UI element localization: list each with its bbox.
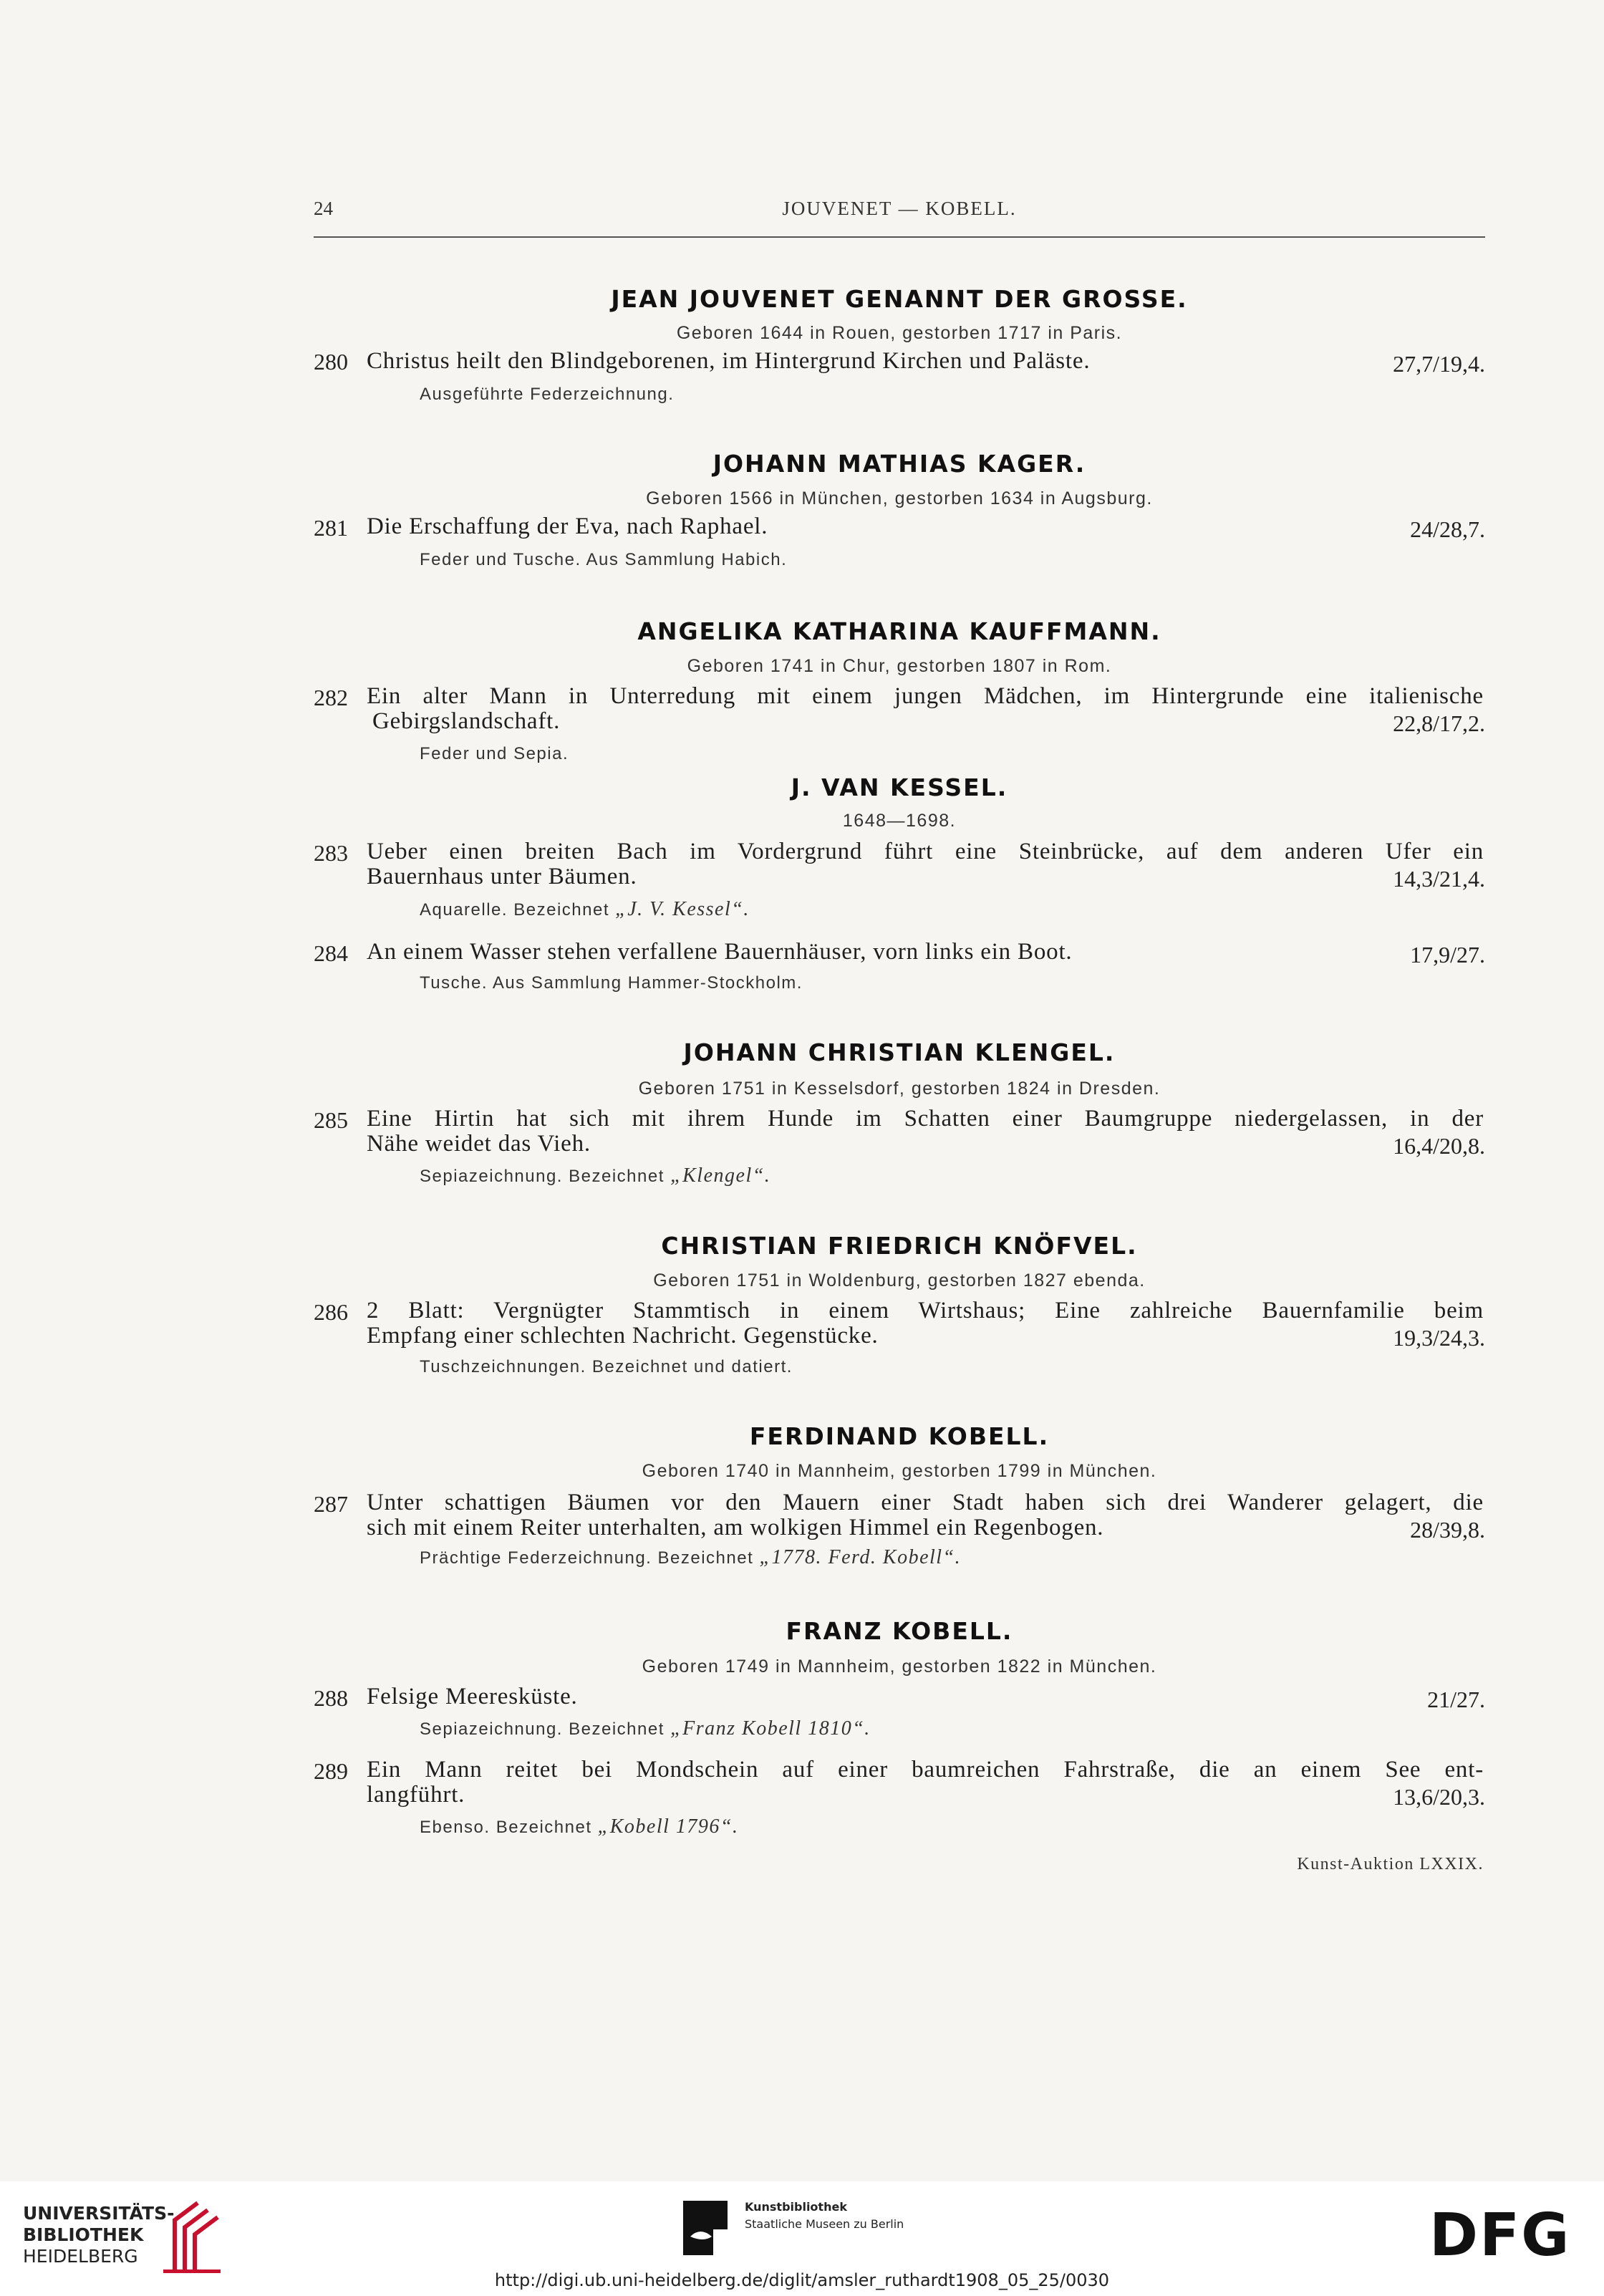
lot-number: 289	[314, 1758, 348, 1784]
note-text: Sepiazeichnung. Bezeichnet	[420, 1719, 665, 1739]
lot-note	[420, 898, 750, 921]
artist-heading: FRANZ KOBELL.	[786, 1617, 1013, 1645]
note-text: Prächtige Federzeichnung. Bezeichnet	[420, 1548, 754, 1568]
lot-number: 284	[314, 940, 348, 966]
artist-heading: JEAN JOUVENET GENANNT DER GROSSE.	[611, 285, 1188, 313]
signature-text: „J. V. Kessel“.	[615, 898, 750, 920]
lot-dimensions: 14,3/21,4.	[1393, 866, 1485, 892]
heidelberg-library-logo-icon	[160, 2193, 223, 2273]
lot-dimensions: 21/27.	[1427, 1687, 1485, 1712]
heidelberg-library-logo-text	[23, 2203, 174, 2267]
lot-number: 286	[314, 1299, 348, 1325]
artist-bio: 1648—1698.	[842, 811, 957, 831]
lot-note	[420, 1164, 770, 1187]
lot-note: Tuschzeichnungen. Bezeichnet und datiert.	[420, 1357, 793, 1376]
lot-dimensions: 19,3/24,3.	[1393, 1325, 1485, 1351]
artist-heading: ANGELIKA KATHARINA KAUFFMANN.	[637, 617, 1161, 645]
running-title: JOUVENET — KOBELL.	[782, 198, 1017, 219]
kunstbibliothek-logo-icon	[683, 2201, 728, 2255]
note-text: Ebenso. Bezeichnet	[420, 1818, 592, 1837]
lot-note	[420, 1546, 961, 1569]
lot-note	[420, 1815, 738, 1838]
lot-description: Felsige Meeresküste.	[367, 1684, 578, 1709]
signature-mark: Kunst-Auktion LXXIX.	[1297, 1855, 1484, 1873]
artist-bio: Geboren 1644 in Rouen, gestorben 1717 in Paris.	[676, 323, 1123, 343]
running-head	[314, 198, 1485, 229]
artist-bio: Geboren 1749 in Mannheim, gestorben 1822 in München.	[642, 1656, 1157, 1677]
kb-line-1: Kunstbibliothek	[745, 2200, 847, 2214]
lot-description-cont: Nähe weidet das Vieh.	[367, 1131, 591, 1157]
lot-description: Ein Mann reitet bei Mondschein auf einer baumreichen Fahrstraße, die an einem See ent-	[367, 1757, 1484, 1783]
source-url[interactable]: http://digi.ub.uni-heidelberg.de/diglit/amsler_ruthardt1908_05_25/0030	[494, 2270, 1110, 2290]
signature-text: „1778. Ferd. Kobell“.	[759, 1546, 962, 1568]
note-text: Sepiazeichnung. Bezeichnet	[420, 1167, 665, 1186]
kb-line-2: Staatliche Museen zu Berlin	[745, 2217, 904, 2231]
lot-note: Tusche. Aus Sammlung Hammer-Stockholm.	[420, 973, 803, 993]
lot-dimensions: 22,8/17,2.	[1393, 710, 1485, 736]
lot-description: Ein alter Mann in Unterredung mit einem jungen Mädchen, im Hintergrunde eine italienische	[367, 683, 1484, 709]
signature-text: „Klengel“.	[670, 1164, 771, 1187]
lot-description: Ueber einen breiten Bach im Vordergrund führt eine Steinbrücke, auf dem anderen Ufer ein	[367, 839, 1484, 864]
library-line-2: BIBLIOTHEK	[23, 2224, 144, 2245]
lot-dimensions: 24/28,7.	[1410, 516, 1485, 542]
artist-bio: Geboren 1751 in Kesselsdorf, gestorben 1824 in Dresden.	[638, 1079, 1161, 1099]
lot-note: Feder und Sepia.	[420, 744, 569, 763]
artist-bio: Geboren 1740 in Mannheim, gestorben 1799 in München.	[642, 1461, 1157, 1481]
lot-number: 281	[314, 515, 348, 541]
lot-description-cont: Bauernhaus unter Bäumen.	[367, 864, 637, 889]
lot-description-cont: Empfang einer schlechten Nachricht. Gegenstücke.	[367, 1323, 879, 1349]
lot-number: 283	[314, 840, 348, 866]
lot-description: Christus heilt den Blindgeborenen, im Hintergrund Kirchen und Paläste.	[367, 348, 1091, 374]
lot-dimensions: 13,6/20,3.	[1393, 1784, 1485, 1810]
lot-description: An einem Wasser stehen verfallene Bauernhäuser, vorn links ein Boot.	[367, 939, 1073, 965]
lot-number: 285	[314, 1107, 348, 1133]
artist-bio: Geboren 1741 in Chur, gestorben 1807 in Rom.	[687, 656, 1112, 676]
artist-heading: JOHANN MATHIAS KAGER.	[712, 450, 1086, 478]
lot-description: 2 Blatt: Vergnügter Stammtisch in einem Wirtshaus; Eine zahlreiche Bauernfamilie beim	[367, 1298, 1484, 1323]
signature-text: „Kobell 1796“.	[597, 1815, 739, 1838]
kunstbibliothek-logo-text	[745, 2199, 904, 2233]
lot-note: Ausgeführte Federzeichnung.	[420, 385, 675, 404]
header-rule	[314, 236, 1485, 238]
lot-number: 287	[314, 1491, 348, 1517]
lot-dimensions: 17,9/27.	[1410, 942, 1485, 968]
artist-heading: JOHANN CHRISTIAN KLENGEL.	[683, 1038, 1116, 1066]
library-line-3: HEIDELBERG	[23, 2246, 138, 2267]
library-line-1: UNIVERSITÄTS-	[23, 2203, 175, 2224]
artist-heading: J. VAN KESSEL.	[791, 773, 1008, 801]
artist-bio: Geboren 1751 in Woldenburg, gestorben 1827 ebenda.	[653, 1270, 1146, 1291]
note-text: Aquarelle. Bezeichnet	[420, 900, 609, 920]
lot-description-cont: Gebirgslandschaft.	[372, 708, 561, 734]
lot-dimensions: 28/39,8.	[1410, 1517, 1485, 1543]
lot-note	[420, 1717, 871, 1740]
signature-text: „Franz Kobell 1810“.	[670, 1717, 871, 1740]
lot-description: Eine Hirtin hat sich mit ihrem Hunde im Schatten einer Baumgruppe niedergelassen, in der	[367, 1106, 1484, 1132]
dfg-logo: DFG	[1429, 2201, 1571, 2270]
page-number: 24	[314, 198, 333, 219]
lot-description-cont: langführt.	[367, 1782, 465, 1808]
artist-heading: CHRISTIAN FRIEDRICH KNÖFVEL.	[661, 1232, 1138, 1260]
lot-description: Die Erschaffung der Eva, nach Raphael.	[367, 513, 768, 539]
lot-description-cont: sich mit einem Reiter unterhalten, am wolkigen Himmel ein Regenbogen.	[367, 1515, 1104, 1540]
lot-note: Feder und Tusche. Aus Sammlung Habich.	[420, 550, 788, 569]
lot-dimensions: 27,7/19,4.	[1393, 351, 1485, 377]
lot-dimensions: 16,4/20,8.	[1393, 1133, 1485, 1159]
lot-number: 288	[314, 1685, 348, 1711]
lot-number: 280	[314, 349, 348, 375]
lot-number: 282	[314, 685, 348, 710]
artist-bio: Geboren 1566 in München, gestorben 1634 in Augsburg.	[646, 488, 1153, 508]
lot-description: Unter schattigen Bäumen vor den Mauern einer Stadt haben sich drei Wanderer gelagert, die	[367, 1490, 1484, 1515]
artist-heading: FERDINAND KOBELL.	[749, 1422, 1050, 1450]
